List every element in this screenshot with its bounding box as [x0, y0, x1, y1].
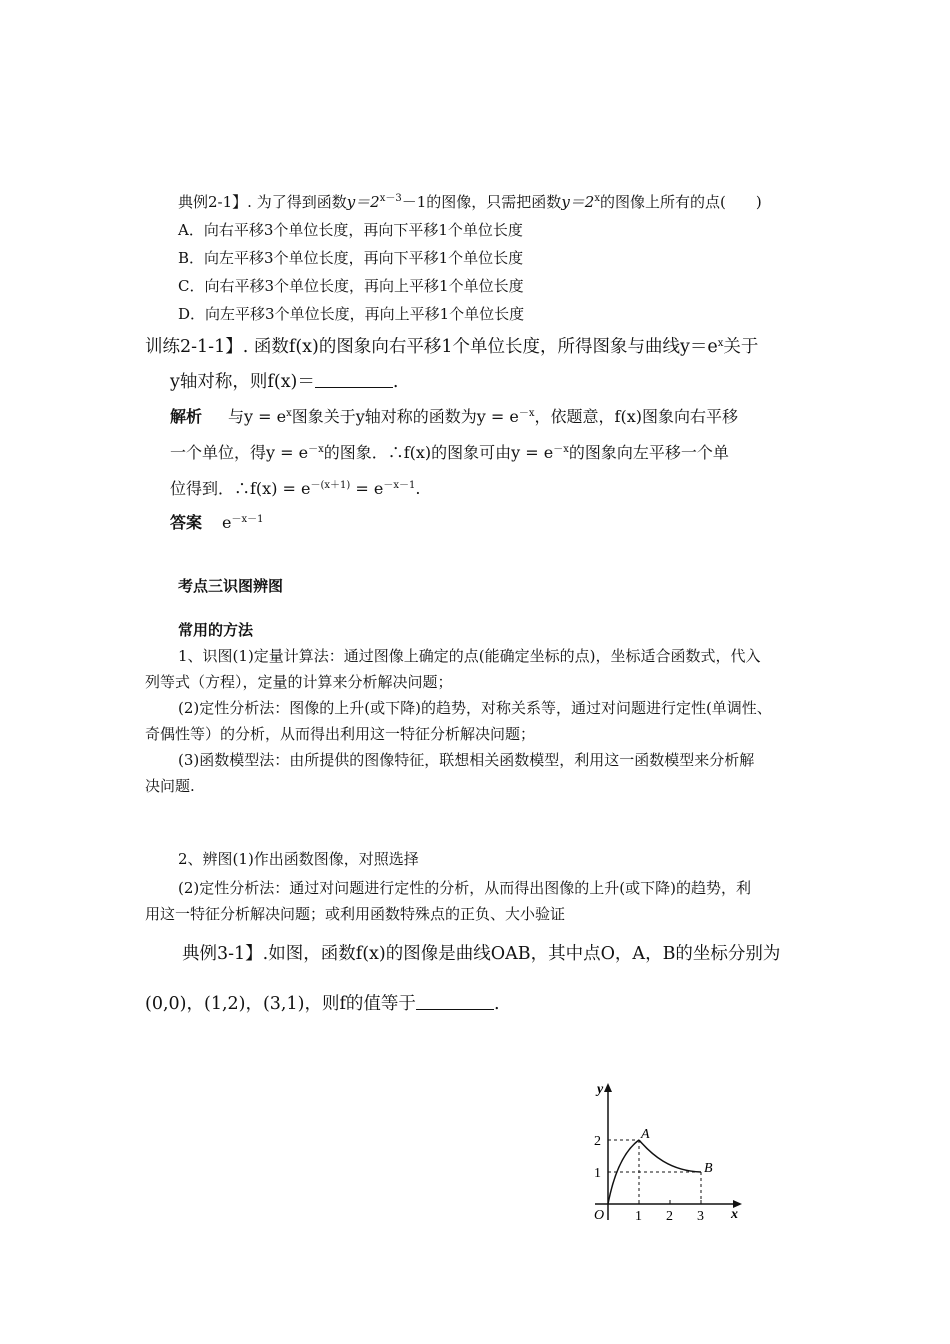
x-tick-1: 1	[635, 1209, 642, 1224]
example-label: 典例2-1】	[178, 193, 248, 211]
solution-label: 解析	[170, 407, 203, 426]
answer-label: 答案	[170, 513, 203, 532]
answer-blank-2	[416, 995, 494, 1010]
exercise-2-1-1-question: 训练2-1-1】. 函数f(x)的图象向右平移1个单位长度，所得图象与曲线$y=e^x$关于	[145, 337, 759, 357]
method-3-line-2: 决问题.	[145, 777, 195, 795]
y-tick-1: 1	[594, 1166, 601, 1181]
point-b-label: B	[704, 1161, 713, 1176]
x-tick-3: 3	[697, 1209, 704, 1224]
y-axis-arrow	[604, 1083, 612, 1092]
option-d: D．向左平移3个单位长度，再向上平移1个单位长度	[178, 305, 525, 323]
x-axis-label: x	[731, 1207, 738, 1222]
y-axis-label: y	[597, 1082, 604, 1097]
x-tick-2: 2	[666, 1209, 673, 1224]
exercise-label: 训练2-1-1】	[145, 337, 243, 357]
option-a: A．向右平移3个单位长度，再向下平移1个单位长度	[178, 221, 523, 239]
exercise-2-1-1-line2: y轴对称，则f(x)＝ .	[170, 372, 399, 392]
method-1-line-1: 1、识图(1)定量计算法：通过图像上确定的点(能确定坐标的点)，坐标适合函数式，代入	[178, 647, 761, 665]
example-3-1-line-1: 典例3-1】.如图，函数f(x)的图像是曲线OAB，其中点O，A，B的坐标分别为	[182, 944, 781, 964]
method-2-line-1: (2)定性分析法：图像的上升(或下降)的趋势，对称关系等，通过对问题进行定性(单调性、	[178, 699, 772, 717]
method-5-line-2: 用这一特征分析解决问题；或利用函数特殊点的正负、大小验证	[145, 905, 566, 923]
function-graph	[580, 1075, 760, 1245]
answer-line: 答案 $e^{-x-1}$	[170, 513, 264, 532]
method-4-line-1: 2、辨图(1)作出函数图像，对照选择	[178, 850, 419, 868]
method-2-line-2: 奇偶性等）的分析，从而得出利用这一特征分析解决问题；	[145, 725, 536, 743]
solution-line-2: 一个单位，得$y = e^{-x}$的图象．∴f(x)的图象可由$y = e^{-x}$的图象向左平移一个单	[170, 443, 729, 462]
example-2-1-question: 典例2-1】. 为了得到函数$y=2^{x-3}-1$的图像，只需把函数$y=2^x$的图像上所有的点( )	[178, 193, 762, 211]
curve-ab	[639, 1140, 701, 1172]
method-3-line-1: (3)函数模型法：由所提供的图像特征，联想相关函数模型，利用这一函数模型来分析解	[178, 751, 755, 769]
method-1-line-2: 列等式（方程），定量的计算来分析解决问题；	[145, 673, 453, 691]
solution-line-1: 解析 与$y = e^x$图象关于y轴对称的函数为$y = e^{-x}$，依题意，f(x)图象向右平移	[170, 407, 738, 426]
y-tick-2: 2	[594, 1134, 601, 1149]
example-3-1-line-2: (0,0)，(1,2)，(3,1)，则f的值等于 .	[145, 994, 500, 1014]
method-5-line-1: (2)定性分析法：通过对问题进行定性的分析，从而得出图像的上升(或下降)的趋势，利	[178, 879, 751, 897]
option-c: C．向右平移3个单位长度，再向上平移1个单位长度	[178, 277, 524, 295]
section-title: 考点三识图辨图	[178, 577, 284, 595]
methods-title: 常用的方法	[178, 621, 254, 639]
solution-line-3: 位得到．∴f(x) = $e^{-(x+1)} = e^{-x-1}$.	[170, 479, 421, 498]
origin-label: O	[594, 1208, 605, 1223]
answer-blank	[315, 373, 393, 388]
option-b: B．向左平移3个单位长度，再向下平移1个单位长度	[178, 249, 524, 267]
point-a-label: A	[641, 1127, 650, 1142]
